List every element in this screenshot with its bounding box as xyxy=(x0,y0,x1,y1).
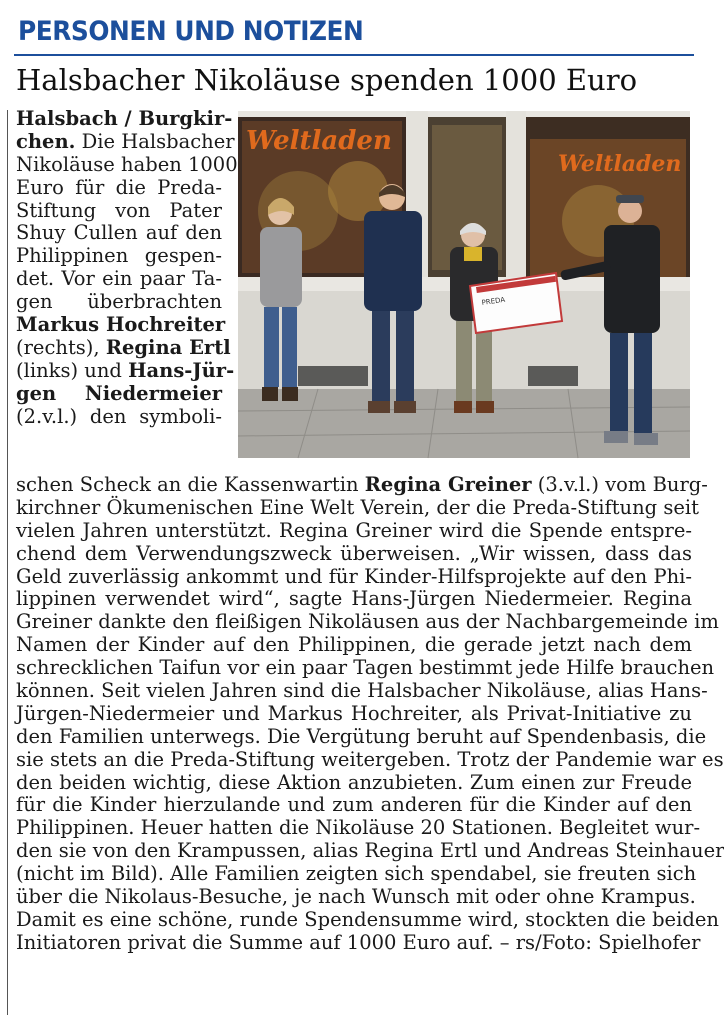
article-headline: Halsbacher Nikoläuse spenden 1000 Euro xyxy=(16,63,638,97)
text-line: Philippinen gespen- xyxy=(16,244,222,268)
text-line: den sie von den Krampussen, alias Regina Ertl und Andreas Steinhauer xyxy=(16,839,724,863)
article-left-column xyxy=(16,107,238,428)
text-line: über die Nikolaus-Besuche, je nach Wunsch mit oder ohne Krampus. xyxy=(16,885,696,909)
text-line: können. Seit vielen Jahren sind die Halsbacher Nikoläuse, alias Hans- xyxy=(16,679,708,703)
text-line: (rechts), Regina Ertl xyxy=(16,335,231,359)
text-line: Geld zuverlässig ankommt und für Kinder-Hilfsprojekte auf den Phi- xyxy=(16,564,692,588)
text-line: (2.v.l.) den symboli- xyxy=(16,404,222,428)
text-line: den Familien unterwegs. Die Vergütung beruht auf Spendenbasis, die xyxy=(16,724,707,748)
cheque-text: PREDA xyxy=(481,295,506,307)
text-line: det. Vor ein paar Ta- xyxy=(16,267,222,291)
text-line: Namen der Kinder auf den Philippinen, die gerade jetzt nach dem xyxy=(16,633,692,657)
text-line: den beiden wichtig, diese Aktion anzubieten. Zum einen zur Freude xyxy=(16,770,692,794)
text-line: (nicht im Bild). Alle Familien zeigten sich spendabel, sie freuten sich xyxy=(16,862,697,886)
text-line: gen Niedermeier xyxy=(16,381,222,405)
text-line: Greiner dankte den fleißigen Nikoläusen aus der Nachbargemeinde im xyxy=(16,610,719,634)
text-line: chen. Die Halsbacher xyxy=(16,129,235,153)
section-title: PERSONEN UND NOTIZEN xyxy=(18,16,364,47)
text-line: Initiatoren privat die Summe auf 1000 Euro auf. – rs/Foto: Spielhofer xyxy=(16,930,701,954)
text-line: Nikoläuse haben 1000 xyxy=(16,152,238,176)
text-line: schrecklichen Taifun vor ein paar Tagen bestimmt jede Hilfe brauchen xyxy=(16,656,715,680)
shop-sign-right: Weltladen xyxy=(558,151,682,177)
text-line: schen Scheck an die Kassenwartin Regina Greiner (3.v.l.) vom Burg- xyxy=(16,473,708,496)
text-line: Shuy Cullen auf den xyxy=(16,221,222,245)
text-line: Jürgen-Niedermeier und Markus Hochreiter, als Privat-Initiative zu xyxy=(16,701,692,725)
text-line: Markus Hochreiter xyxy=(16,313,226,337)
text-line: Halsbach / Burgkir- xyxy=(16,107,233,130)
text-line: chend dem Verwendungszweck überweisen. „Wir wissen, dass das xyxy=(16,541,692,565)
text-line: Philippinen. Heuer hatten die Nikoläuse 20 Stationen. Begleitet wur- xyxy=(16,816,701,840)
text-line: kirchner Ökumenischen Eine Welt Verein, der die Preda-Stiftung seit xyxy=(16,495,699,519)
text-line: Euro für die Preda- xyxy=(16,175,222,199)
column-rule xyxy=(7,110,8,1015)
article-full-width xyxy=(16,473,724,955)
text-line: (links) und Hans-Jür- xyxy=(16,358,235,382)
article-photo xyxy=(238,111,690,458)
text-line: lippinen verwendet wird“, sagte Hans-Jürgen Niedermeier. Regina xyxy=(16,587,692,611)
text-line: für die Kinder hierzulande und zum anderen für die Kinder auf den xyxy=(16,793,692,817)
text-line: gen überbrachten xyxy=(16,290,222,314)
shop-sign-left: Weltladen xyxy=(246,126,392,156)
text-line: Damit es eine schöne, runde Spendensumme wird, stockten die beiden xyxy=(16,907,719,931)
text-line: sie stets an die Preda-Stiftung weitergeben. Trotz der Pandemie war es xyxy=(16,747,724,771)
text-line: Stiftung von Pater xyxy=(16,198,222,222)
text-line: vielen Jahren unterstützt. Regina Greiner wird die Spende entspre- xyxy=(16,518,692,542)
section-header xyxy=(14,14,694,56)
